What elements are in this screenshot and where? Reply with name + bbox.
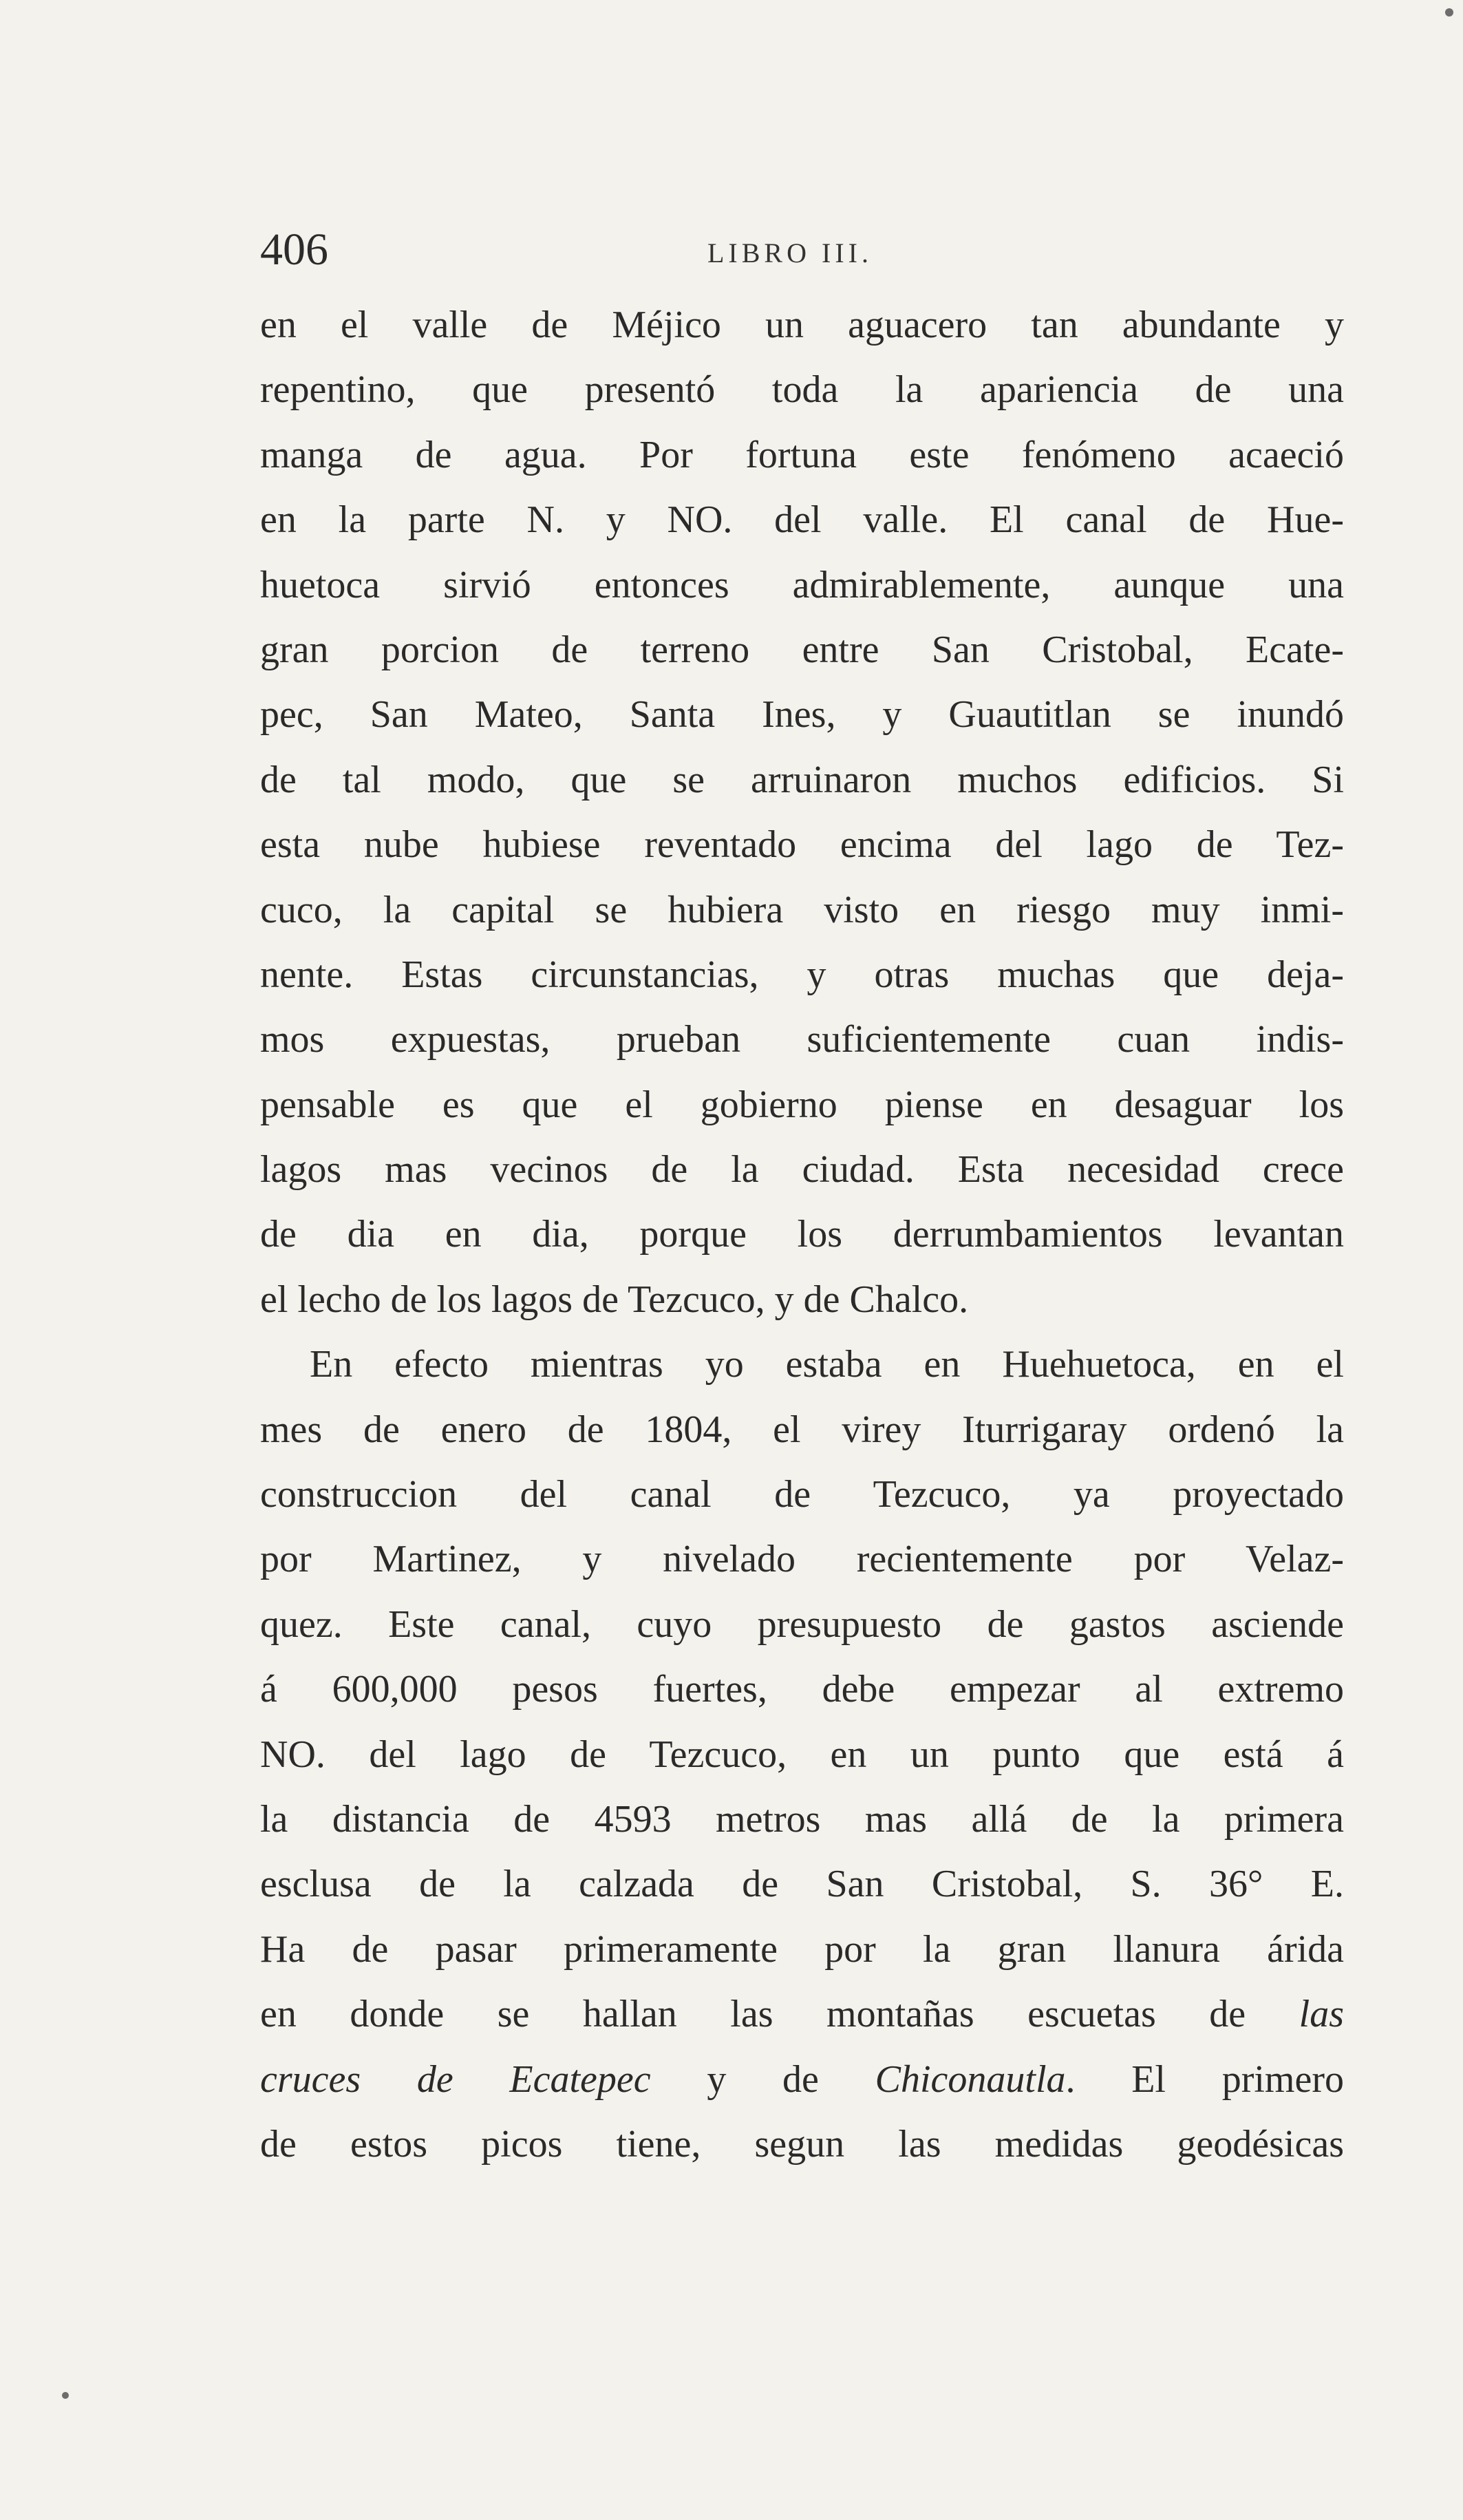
text-line: huetoca sirvió entonces admirablemente, aunque una — [260, 563, 1344, 606]
text-line: en el valle de Méjico un aguacero tan abundante y — [260, 304, 1344, 346]
text-line: de tal modo, que se arruinaron muchos edificios. Si — [260, 758, 1344, 801]
text-segment: . El primero — [1065, 2057, 1344, 2101]
text-line: en la parte N. y NO. del valle. El canal de Hue- — [260, 498, 1344, 542]
text-line: cuco, la capital se hubiera visto en riesgo muy inmi- — [260, 888, 1344, 931]
text-line: pec, San Mateo, Santa Ines, y Guautitlan se inundó — [260, 693, 1344, 737]
body-text — [260, 293, 1344, 2177]
text-line: quez. Este canal, cuyo presupuesto de gastos asciende — [260, 1602, 1344, 1646]
page-number: 406 — [260, 224, 328, 275]
text-segment: y de — [650, 2057, 875, 2101]
text-line-italic-end — [260, 1982, 1344, 2046]
text-line: de dia en dia, porque los derrumbamientos levantan — [260, 1213, 1344, 1256]
text-segment: en donde se hallan las montañas escuetas de — [260, 1993, 1299, 2036]
ink-speck — [62, 2392, 69, 2399]
ink-speck — [1445, 8, 1453, 17]
text-line: esclusa de la calzada de San Cristobal, S. 36° E. — [260, 1863, 1344, 1906]
text-line: Ha de pasar primeramente por la gran llanura árida — [260, 1927, 1344, 1971]
text-line: construccion del canal de Tezcuco, ya proyectado — [260, 1473, 1344, 1516]
text-line: el lecho de los lagos de Tezcuco, y de Chalco. — [260, 1278, 969, 1321]
text-line: manga de agua. Por fortuna este fenómeno acaeció — [260, 433, 1344, 476]
italic-segment: cruces de Ecatepec — [260, 2057, 651, 2101]
text-line: esta nube hubiese reventado encima del lago de Tez- — [260, 823, 1344, 867]
text-line: NO. del lago de Tezcuco, en un punto que está á — [260, 1733, 1344, 1776]
italic-segment: las — [1299, 1993, 1344, 2036]
text-line-mixed — [260, 2047, 1344, 2112]
text-line: por Martinez, y nivelado recientemente por Velaz- — [260, 1538, 1344, 1581]
text-line: repentino, que presentó toda la apariencia de una — [260, 368, 1344, 412]
running-head: LIBRO III. — [707, 237, 873, 268]
page-header — [260, 219, 1344, 281]
text-line: En efecto mientras yo estaba en Huehuetoca, en el — [310, 1343, 1344, 1386]
text-line: mos expuestas, prueban suficientemente cuan indis- — [260, 1018, 1344, 1061]
italic-segment: Chiconautla — [875, 2057, 1066, 2101]
text-line: pensable es que el gobierno piense en desaguar los — [260, 1083, 1344, 1126]
text-line: gran porcion de terreno entre San Cristobal, Ecate- — [260, 628, 1344, 671]
text-line: nente. Estas circunstancias, y otras muchas que deja- — [260, 953, 1344, 996]
text-line: la distancia de 4593 metros mas allá de la primera — [260, 1797, 1344, 1841]
text-line: mes de enero de 1804, el virey Iturrigaray ordenó la — [260, 1408, 1344, 1451]
text-line: á 600,000 pesos fuertes, debe empezar al extremo — [260, 1668, 1344, 1711]
text-line: lagos mas vecinos de la ciudad. Esta necesidad crece — [260, 1148, 1344, 1192]
text-line: de estos picos tiene, segun las medidas geodésicas — [260, 2122, 1344, 2166]
